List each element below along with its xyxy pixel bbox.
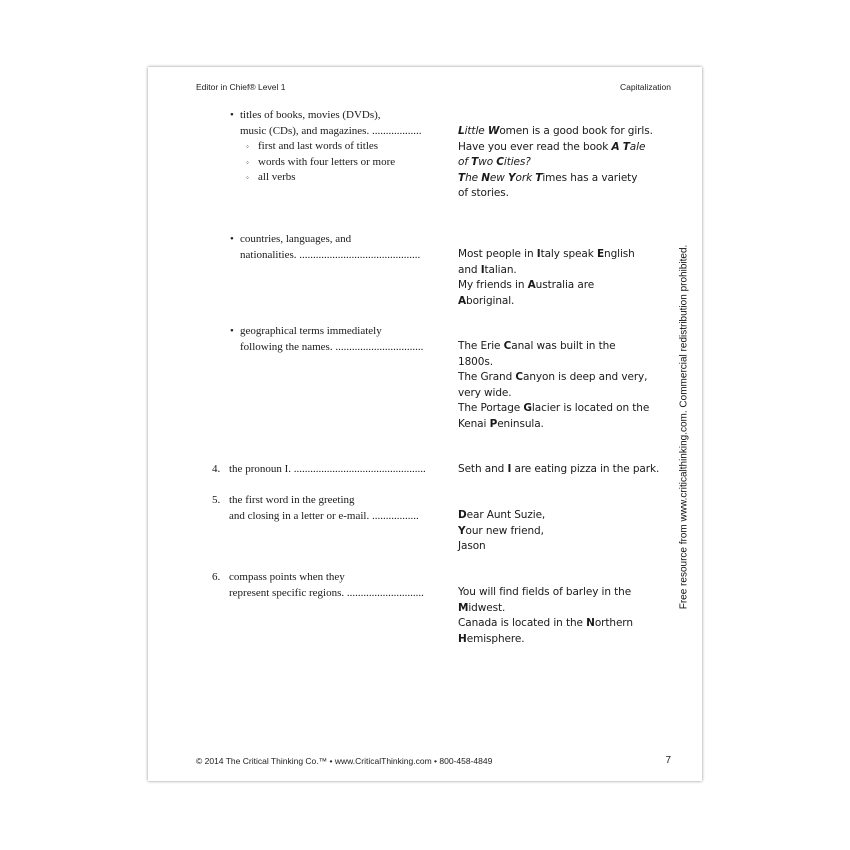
rule-text: following the names. ................................ (240, 340, 424, 353)
rule-number: 5. (212, 494, 221, 506)
rule-text: music (CDs), and magazines. .................. (240, 124, 422, 137)
rule-text: geographical terms immediately (240, 325, 382, 337)
rule-text: and closing in a letter or e-mail. ................. (229, 509, 419, 522)
example-pronoun: Seth and I are eating pizza in the park. (458, 463, 660, 475)
sub-bullet: ◦ (246, 142, 249, 151)
rule-number: 6. (212, 571, 221, 583)
sub-rule-text: first and last words of titles (258, 140, 379, 152)
rule-titles (230, 108, 421, 186)
example-geographical: The Erie Canal was built in the 1800s. The Grand Canyon is deep and very, very wide. The Portage Glacier is located on the Kenai Peninsula. (458, 340, 650, 430)
rule-text: compass points when they (229, 571, 345, 583)
rule-text: nationalities. ............................................ (240, 248, 421, 261)
example-compass: You will find fields of barley in the Midwest. Canada is located in the Northern Hemisphere. (458, 586, 633, 645)
page-number: 7 (665, 755, 671, 766)
worksheet-page (148, 67, 702, 781)
rule-text: represent specific regions. ............................ (229, 586, 424, 599)
bullet: • (230, 233, 234, 245)
bullet: • (230, 109, 234, 121)
sub-rule-text: words with four letters or more (258, 155, 396, 168)
redistribution-notice-text: Free resource from www.criticalthinking.com. Commercial redistribution prohibited. (678, 244, 690, 610)
rule-geographical (230, 324, 423, 355)
rule-text: the pronoun I. ................................................ (229, 463, 426, 475)
example-titles: Little Women is a good book for girls. Have you ever read the book A Tale of Two Cities? The New York Times has a variety of stories. (458, 125, 653, 199)
rule-countries (230, 232, 420, 263)
rule-6-compass (212, 570, 424, 601)
sub-bullet: ◦ (246, 173, 249, 182)
rule-number: 4. (212, 463, 221, 475)
rule-text: titles of books, movies (DVDs), (240, 109, 381, 121)
bullet: • (230, 325, 234, 337)
rule-text: the first word in the greeting (229, 494, 355, 506)
rule-5-greeting (212, 493, 419, 524)
footer-copyright: © 2014 The Critical Thinking Co.™ • www.CriticalThinking.com • 800-458-4849 (196, 756, 493, 766)
header-section-title: Capitalization (619, 82, 671, 92)
redistribution-notice (676, 244, 692, 610)
sub-rule-text: all verbs (258, 171, 296, 183)
sub-bullet: ◦ (246, 157, 249, 167)
rule-4-pronoun (212, 462, 426, 478)
example-countries: Most people in Italy speak English and Italian. My friends in Australia are Aboriginal. (458, 248, 635, 307)
example-greeting: Dear Aunt Suzie, Your new friend, Jason (458, 509, 546, 552)
rule-text: countries, languages, and (240, 233, 352, 245)
header-book-title: Editor in Chief® Level 1 (196, 82, 286, 92)
